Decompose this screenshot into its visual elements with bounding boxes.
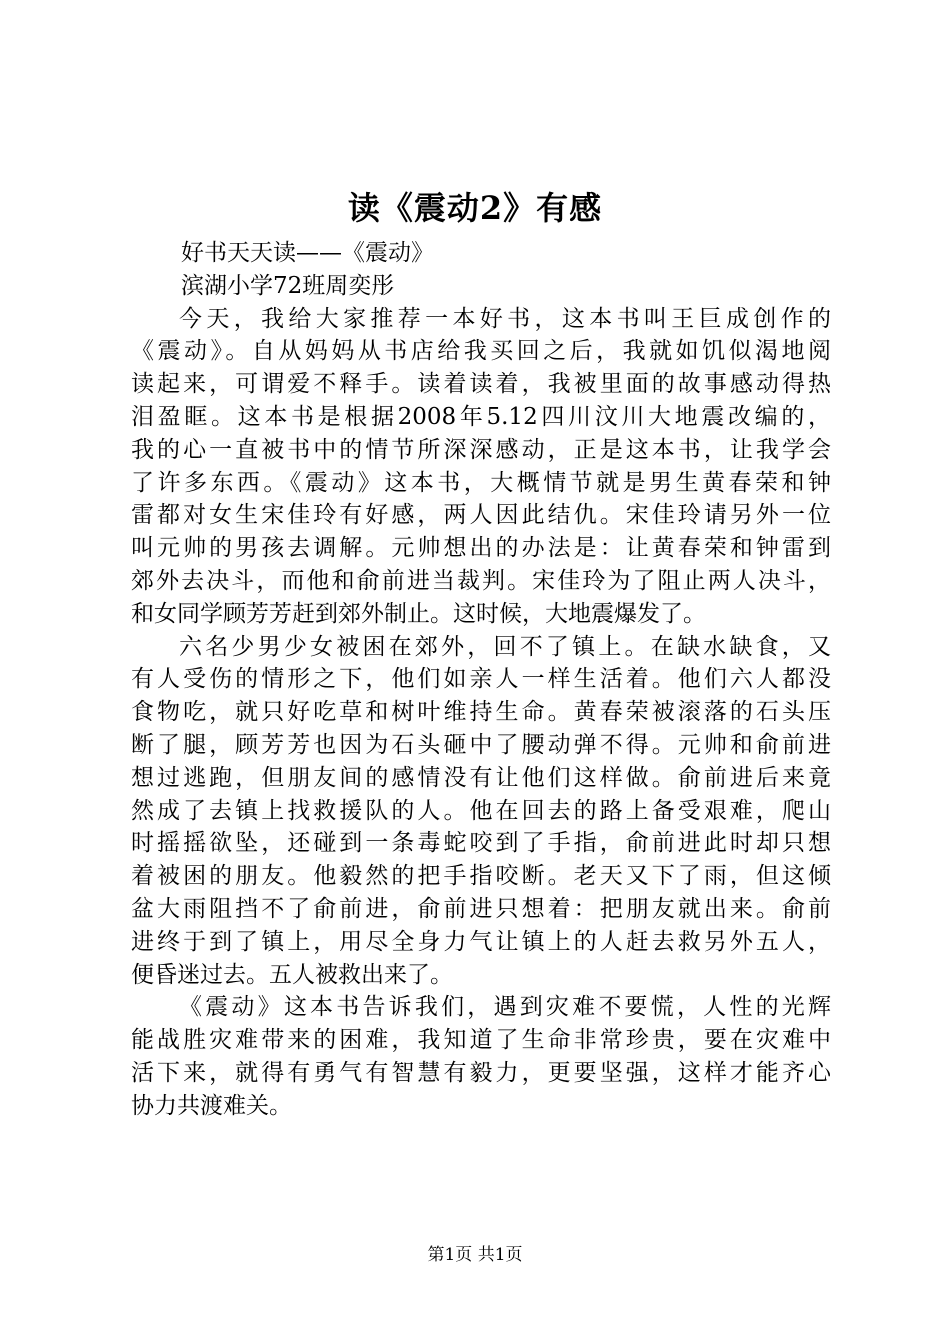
paragraph-line: 泪盈眶。这本书是根据2008年5.12四川汶川大地震改编的， [131,403,831,430]
paragraph-line: 盆大雨阻挡不了俞前进，俞前进只想着：把朋友就出来。俞前 [131,895,831,922]
paragraph-line: 想过逃跑，但朋友间的感情没有让他们这样做。俞前进后来竟 [131,764,831,791]
paragraph-line: 协力共渡难关。 [131,1092,292,1119]
paragraph-line: 郊外去决斗，而他和俞前进当裁判。宋佳玲为了阻止两人决斗， [131,567,831,594]
paragraph-line: 断了腿，顾芳芳也因为石头砸中了腰动弹不得。元帅和俞前进 [131,731,831,758]
document-body [131,237,831,1123]
paragraph-line: 然成了去镇上找救援队的人。他在回去的路上备受艰难，爬山 [131,797,831,824]
paragraph-line: 能战胜灾难带来的困难，我知道了生命非常珍贵，要在灾难中 [131,1027,831,1054]
paragraph-3 [131,991,831,1122]
paragraph-line: 和女同学顾芳芳赶到郊外制止。这时候，大地震爆发了。 [131,600,706,627]
paragraph-line: 着被困的朋友。他毅然的把手指咬断。老天又下了雨，但这倾 [131,863,831,890]
document-title: 读《震动2》有感 [347,189,603,227]
paragraph-line: 我的心一直被书中的情节所深深感动，正是这本书，让我学会 [131,436,831,463]
paragraph-line: 《震动》。自从妈妈从书店给我买回之后，我就如饥似渴地阅 [131,338,831,365]
paragraph-line: 《震动》这本书告诉我们，遇到灾难不要慌，人性的光辉 [179,994,831,1021]
paragraph-line: 六名少男少女被困在郊外，回不了镇上。在缺水缺食，又 [179,633,831,660]
paragraph-2 [131,631,831,992]
author-line: 滨湖小学72班周奕彤 [181,272,395,299]
subtitle-line: 好书天天读——《震动》 [181,240,434,266]
paragraph-line: 进终于到了镇上，用尽全身力气让镇上的人赶去救另外五人， [131,928,831,955]
paragraph-line: 便昏迷过去。五人被救出来了。 [131,961,453,988]
paragraph-line: 读起来，可谓爱不释手。读着读着，我被里面的故事感动得热 [131,371,831,398]
paragraph-line: 食物吃，就只好吃草和树叶维持生命。黄春荣被滚落的石头压 [131,699,831,726]
paragraph-line: 活下来，就得有勇气有智慧有毅力，更要坚强，这样才能齐心 [131,1059,831,1086]
paragraph-line: 今天，我给大家推荐一本好书，这本书叫王巨成创作的 [179,305,831,332]
paragraph-line: 了许多东西。《震动》这本书，大概情节就是男生黄春荣和钟 [131,469,831,496]
paragraph-line: 雷都对女生宋佳玲有好感，两人因此结仇。宋佳玲请另外一位 [131,502,831,529]
paragraph-line: 叫元帅的男孩去调解。元帅想出的办法是：让黄春荣和钟雷到 [131,535,831,562]
paragraph-1 [131,303,831,631]
paragraph-line: 有人受伤的情形之下，他们如亲人一样生活着。他们六人都没 [131,666,831,693]
page-footer: 第1页 共1页 [427,1245,523,1265]
paragraph-line: 时摇摇欲坠，还碰到一条毒蛇咬到了手指，俞前进此时却只想 [131,830,831,857]
